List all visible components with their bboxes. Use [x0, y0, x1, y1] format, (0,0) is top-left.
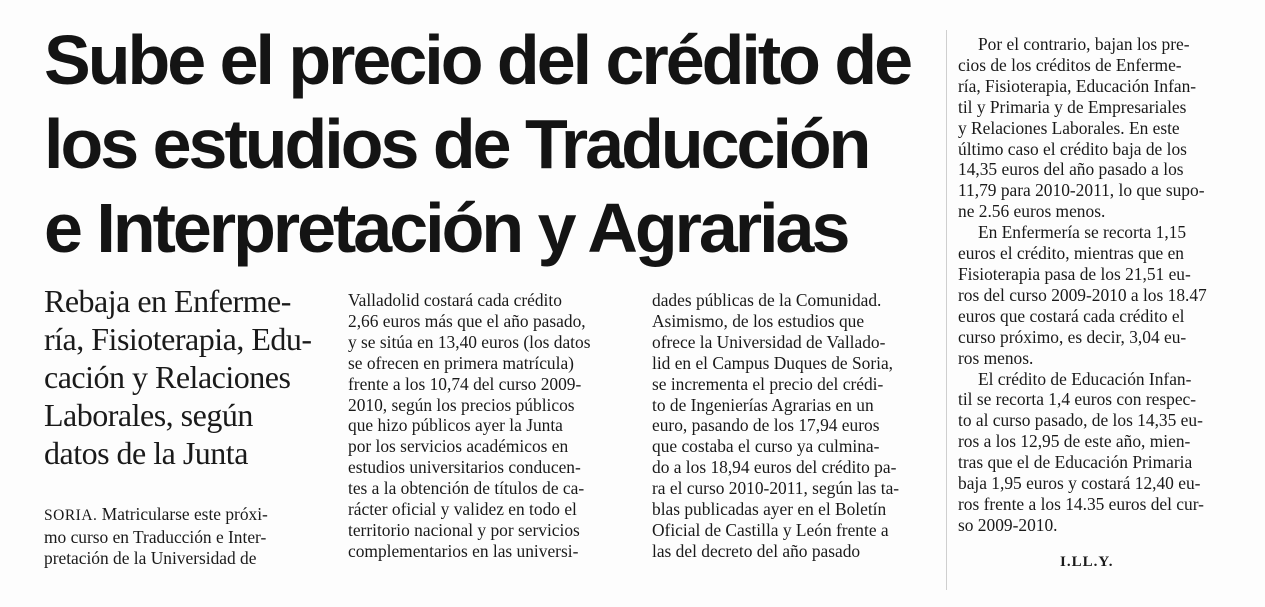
- body-line: curso próximo, es decir, 3,04 eu-: [958, 326, 1187, 347]
- headline-line: los estudios de Traducción: [44, 105, 869, 183]
- dateline: SORIA.: [44, 507, 98, 524]
- body-line: las del decreto del año pasado: [652, 540, 861, 561]
- body-line: ros menos.: [958, 347, 1034, 368]
- body-line: pretación de la Universidad de: [44, 547, 257, 568]
- body-line: to de Ingenierías Agrarias en un: [652, 394, 874, 415]
- body-line: estudios universitarios conducen-: [348, 457, 581, 478]
- body-line: tes a la obtención de títulos de ca-: [348, 478, 585, 499]
- body-line: Fisioterapia pasa de los 21,51 eu-: [958, 263, 1191, 284]
- body-line: to al curso pasado, de los 14,35 eu-: [958, 410, 1203, 431]
- subheadline: [44, 282, 334, 472]
- body-line: 14,35 euros del año pasado a los: [958, 159, 1184, 180]
- body-line: ros del curso 2009-2010 a los 18.47: [958, 284, 1207, 305]
- body-line: euro, pasando de los 17,94 euros: [652, 415, 880, 436]
- body-line: cios de los créditos de Enferme-: [958, 54, 1182, 75]
- body-line: último caso el crédito baja de los: [958, 138, 1187, 159]
- body-line: 11,79 para 2010-2011, lo que supo-: [958, 180, 1205, 201]
- body-line: ros a los 12,95 de este año, mien-: [958, 431, 1191, 452]
- subheadline-line: cación y Relaciones: [44, 359, 291, 395]
- body-line: complementarios en las universi-: [348, 540, 579, 561]
- body-line: que costaba el curso ya culmina-: [652, 436, 880, 457]
- article-column-1: [44, 504, 334, 569]
- body-line: frente a los 10,74 del curso 2009-: [348, 373, 582, 394]
- body-line: Por el contrario, bajan los pre-: [978, 34, 1190, 54]
- body-line: ra el curso 2010-2011, según las ta-: [652, 478, 900, 499]
- subheadline-line: Rebaja en Enferme-: [44, 283, 291, 319]
- subheadline-line: datos de la Junta: [44, 435, 248, 471]
- headline-line: Sube el precio del crédito de: [44, 21, 911, 99]
- article-column-3: [652, 290, 942, 562]
- body-line: mo curso en Traducción e Inter-: [44, 526, 267, 547]
- body-line: ne 2.56 euros menos.: [958, 201, 1106, 222]
- body-line: se incrementa el precio del crédi-: [652, 373, 884, 394]
- body-line: por los servicios académicos en: [348, 436, 569, 457]
- body-line: Valladolid costará cada crédito: [348, 290, 562, 310]
- body-line: tras que el de Educación Primaria: [958, 452, 1193, 473]
- article-column-4: [958, 34, 1248, 536]
- body-line: euros que costará cada crédito el: [958, 305, 1185, 326]
- body-line: til y Primaria y de Empresariales: [958, 96, 1187, 117]
- article-column-2: [348, 290, 638, 562]
- headline: [44, 18, 924, 270]
- body-line: se ofrecen en primera matrícula): [348, 352, 574, 373]
- body-line: baja 1,95 euros y costará 12,40 eu-: [958, 473, 1201, 494]
- body-line: ros frente a los 14.35 euros del cur-: [958, 493, 1204, 514]
- body-line: blas publicadas ayer en el Boletín: [652, 499, 887, 520]
- body-line: territorio nacional y por servicios: [348, 519, 580, 540]
- body-line: rácter oficial y validez en todo el: [348, 499, 577, 520]
- body-line: euros el crédito, mientras que en: [958, 243, 1184, 264]
- body-line: so 2009-2010.: [958, 514, 1058, 535]
- body-line: til se recorta 1,4 euros con respec-: [958, 389, 1197, 410]
- body-line: dades públicas de la Comunidad.: [652, 290, 882, 310]
- body-line: Asimismo, de los estudios que: [652, 310, 865, 331]
- body-text: Matricularse este próxi-: [97, 504, 268, 524]
- body-line: ría, Fisioterapia, Educación Infan-: [958, 75, 1197, 96]
- body-line: [44, 504, 334, 527]
- body-line: y se sitúa en 13,40 euros (los datos: [348, 331, 591, 352]
- body-line: lid en el Campus Duques de Soria,: [652, 352, 894, 373]
- body-line: 2010, según los precios públicos: [348, 394, 575, 415]
- body-line: ofrece la Universidad de Vallado-: [652, 331, 886, 352]
- body-line: do a los 18,94 euros del crédito pa-: [652, 457, 897, 478]
- column-divider: [946, 30, 947, 590]
- headline-line: e Interpretación y Agrarias: [44, 189, 848, 267]
- body-line: Oficial de Castilla y León frente a: [652, 519, 889, 540]
- body-line: 2,66 euros más que el año pasado,: [348, 310, 586, 331]
- author-signature: I.LL.Y.: [1060, 554, 1114, 570]
- body-line: El crédito de Educación Infan-: [978, 368, 1192, 389]
- body-line: y Relaciones Laborales. En este: [958, 117, 1180, 138]
- body-line: En Enfermería se recorta 1,15: [978, 222, 1187, 243]
- subheadline-line: ría, Fisioterapia, Edu-: [44, 321, 312, 357]
- body-line: que hizo públicos ayer la Junta: [348, 415, 563, 436]
- subheadline-line: Laborales, según: [44, 397, 253, 433]
